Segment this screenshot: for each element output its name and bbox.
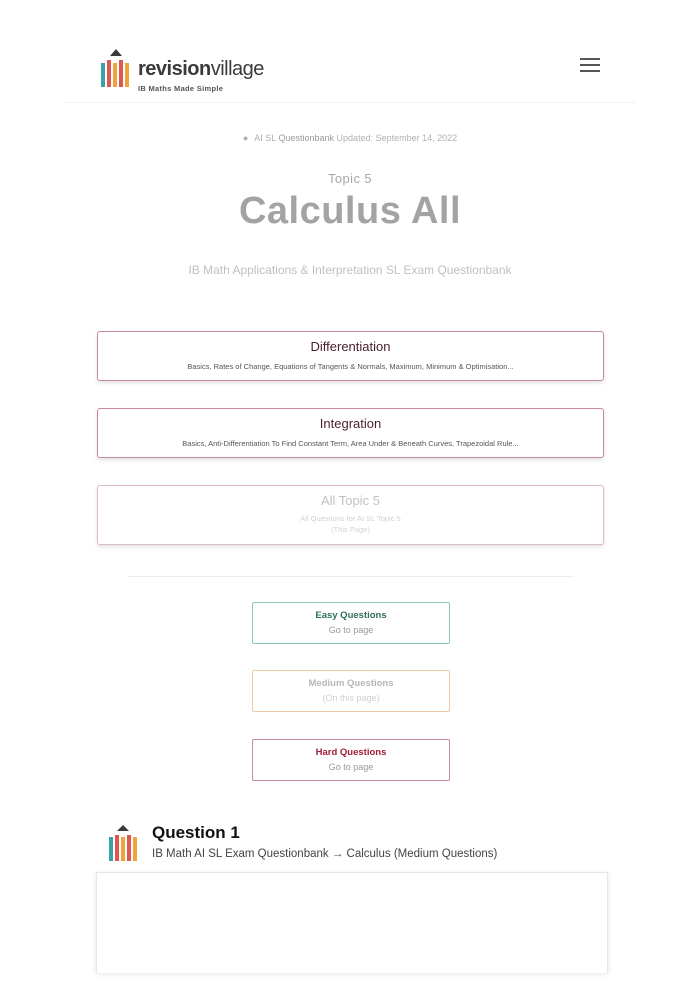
topic-label: Topic 5 [328, 171, 372, 186]
question-subtitle: IB Math AI SL Exam Questionbank → Calculus (Medium Questions) [152, 848, 498, 860]
card-title: All Topic 5 [320, 493, 380, 508]
question-header [108, 820, 608, 880]
logo-wordmark: revisionvillage [138, 58, 264, 80]
section-divider [128, 576, 574, 577]
hamburger-menu-icon[interactable] [580, 58, 600, 74]
card-title: Integration [319, 416, 382, 431]
card-integration[interactable] [97, 408, 604, 458]
card-description: All Questions for AI SL Topic 5 [300, 514, 401, 523]
revisionvillage-logo[interactable] [100, 48, 280, 92]
medium-questions-button[interactable] [252, 670, 450, 712]
breadcrumb-home-icon: ● [242, 133, 249, 143]
logo-bars-icon [100, 48, 132, 90]
breadcrumb [0, 133, 700, 143]
difficulty-link: (On this page) [322, 693, 380, 703]
difficulty-title: Easy Questions [315, 610, 387, 621]
card-differentiation[interactable] [97, 331, 604, 381]
difficulty-link: Go to page [328, 625, 374, 635]
question-title: Question 1 [152, 823, 240, 842]
page-title: Calculus All [238, 190, 462, 232]
card-title: Differentiation [310, 339, 391, 354]
card-page-note: (This Page) [331, 525, 370, 534]
card-description: Basics, Rates of Change, Equations of Tangents & Normals, Maximum, Minimum & Optimisation... [187, 362, 514, 371]
hard-questions-button[interactable] [252, 739, 450, 781]
breadcrumb-parent-link[interactable]: AI SL [254, 133, 276, 143]
logo-tagline: IB Maths Made Simple [138, 84, 224, 93]
difficulty-title: Medium Questions [308, 678, 394, 689]
difficulty-link: Go to page [328, 762, 374, 772]
question-content-box [96, 872, 608, 973]
easy-questions-button[interactable] [252, 602, 450, 644]
page-subtitle: IB Math Applications & Interpretation SL Exam Questionbank [188, 263, 512, 277]
card-description: Basics, Anti-Differentiation To Find Constant Term, Area Under & Beneath Curves, Trapezoidal Rule... [182, 439, 519, 448]
updated-date: Updated: September 14, 2022 [336, 133, 458, 143]
question-logo-icon [108, 825, 138, 863]
difficulty-title: Hard Questions [315, 747, 387, 758]
card-all-topic-5[interactable] [97, 485, 604, 545]
site-header [64, 40, 636, 103]
breadcrumb-current: Questionbank [278, 133, 335, 143]
